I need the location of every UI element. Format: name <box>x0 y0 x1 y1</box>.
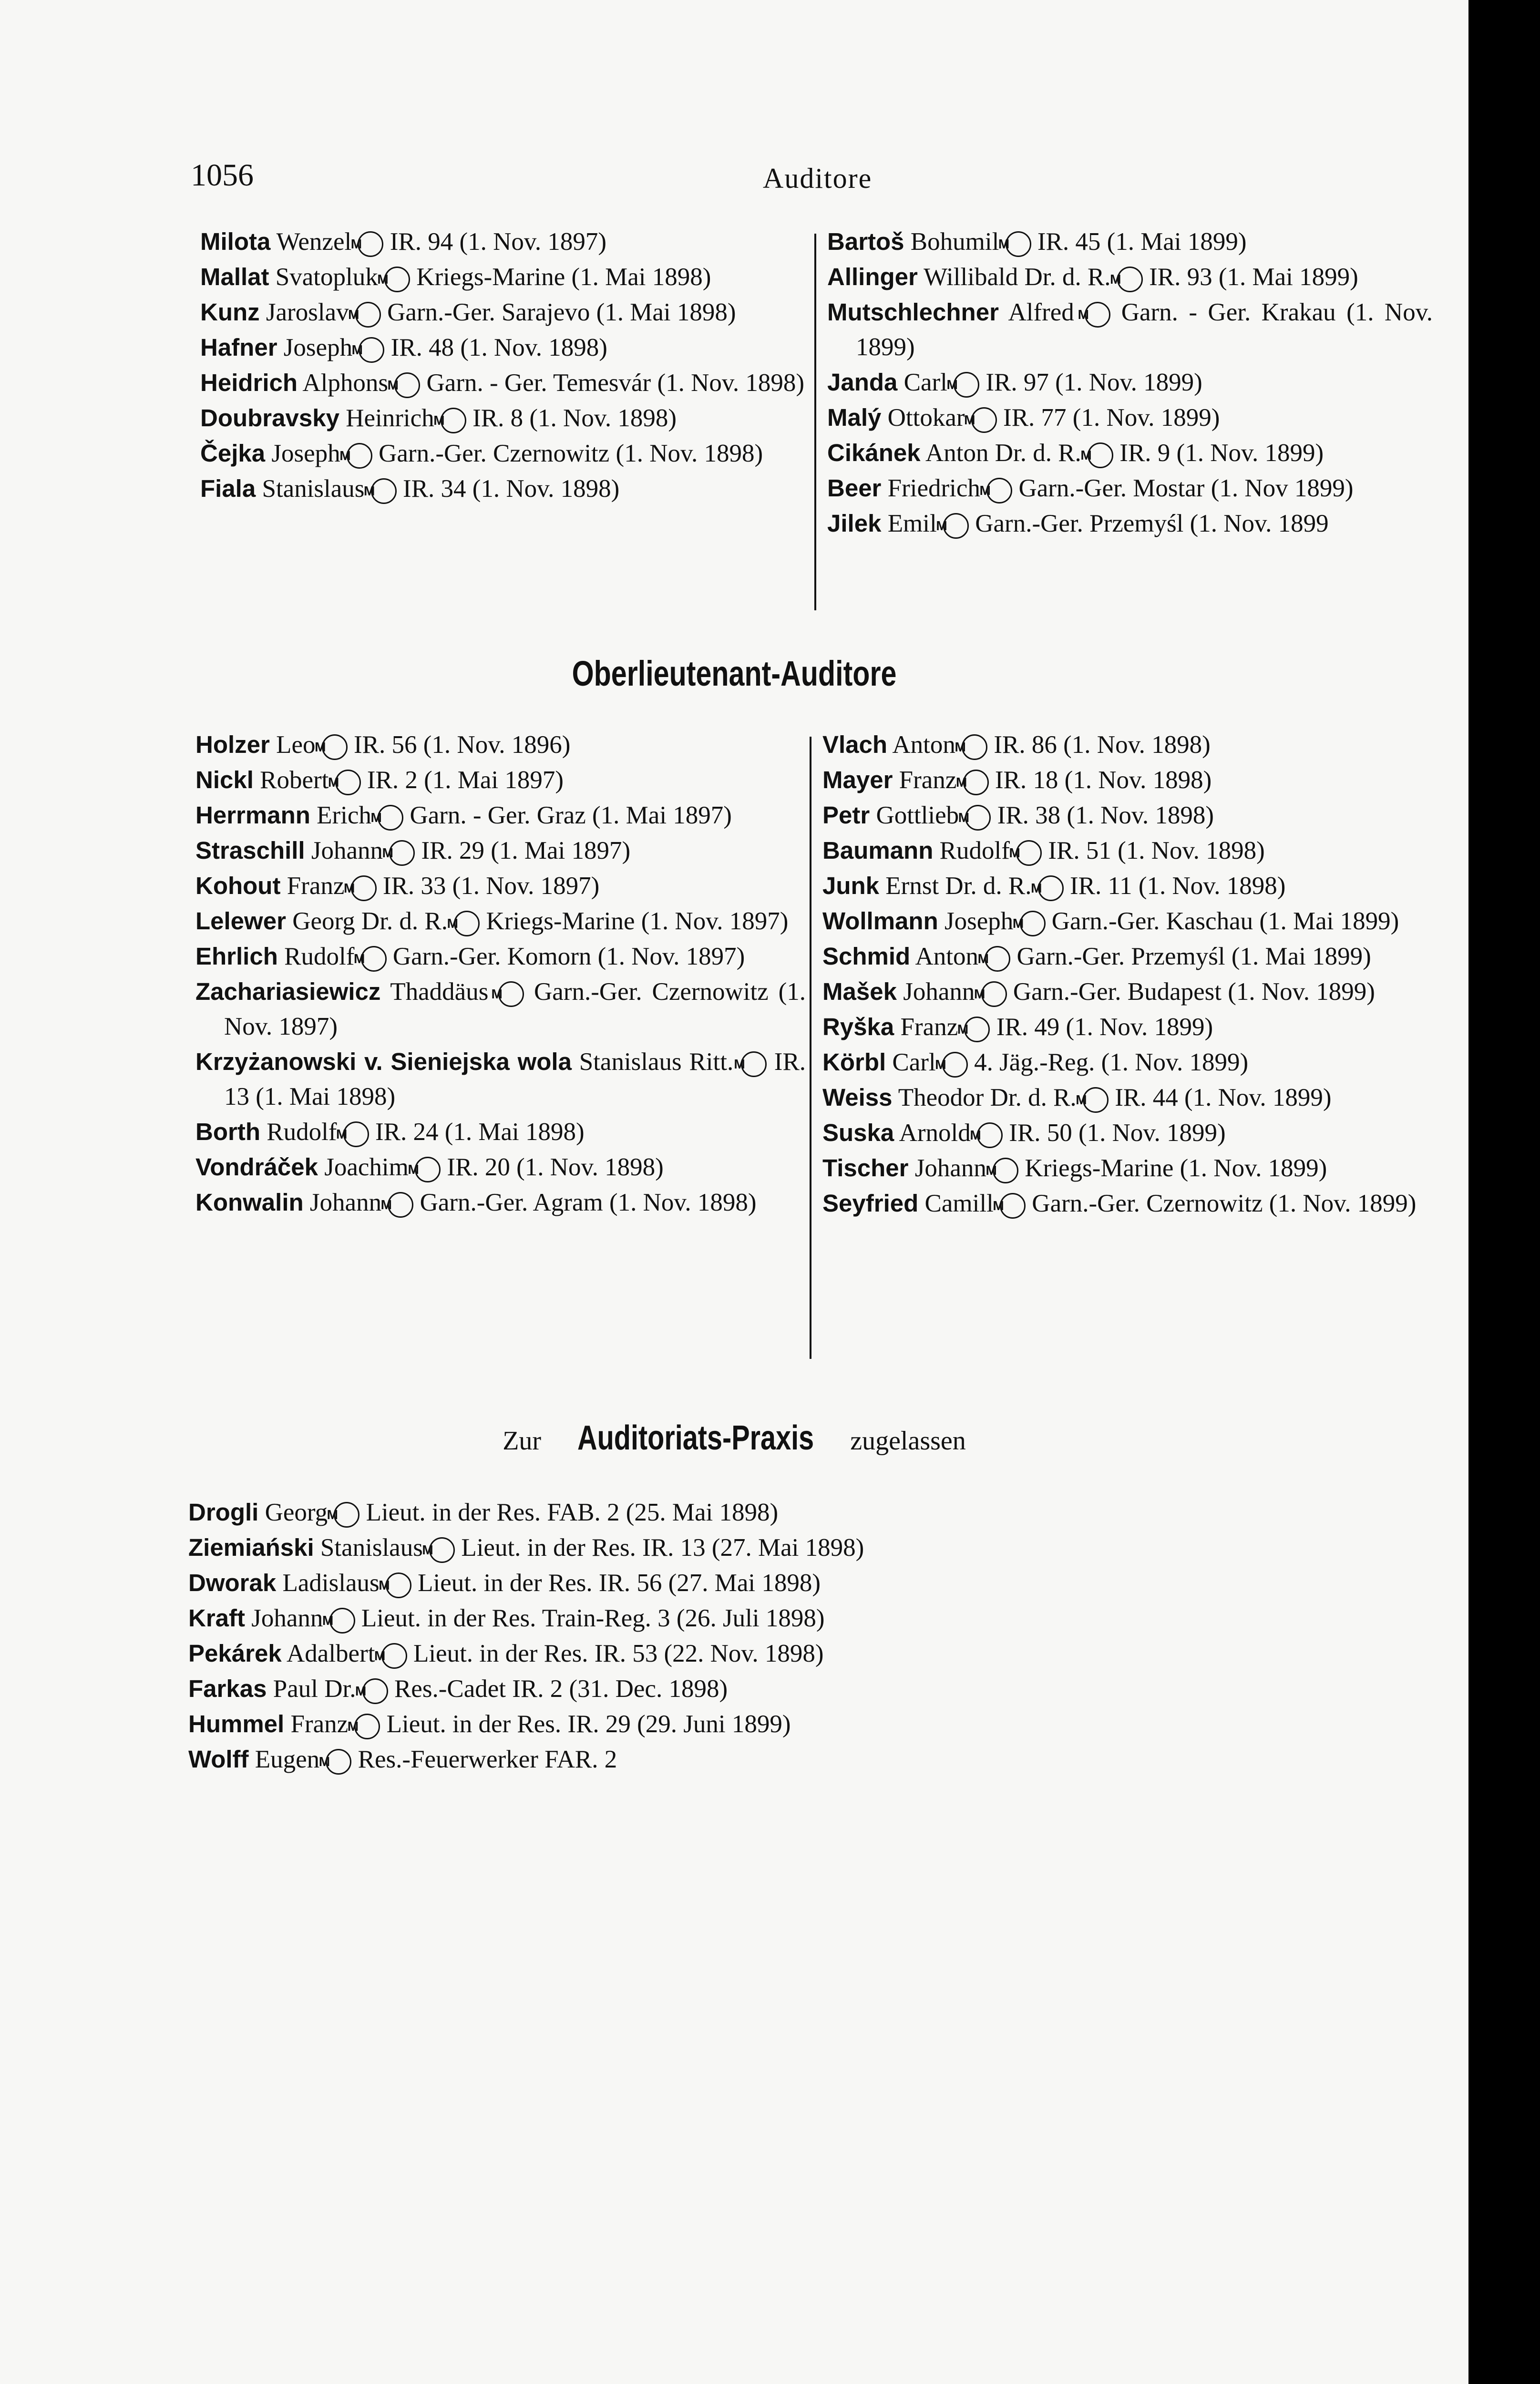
entry-detail: Lieut. in der Res. IR. 53 (22. Nov. 1898) <box>413 1640 824 1667</box>
list-entry <box>822 1115 1437 1151</box>
entry-surname: Straschill <box>195 837 305 864</box>
circled-m-icon: M <box>362 1678 388 1704</box>
entry-given-name: Robert <box>260 766 329 794</box>
circled-m-icon: M <box>371 478 397 504</box>
list-entry <box>822 1045 1437 1080</box>
entry-detail: Res.-Feuerwerker FAR. 2 <box>358 1746 617 1773</box>
entry-given-name: Georg Dr. d. R. <box>292 907 448 935</box>
entry-given-name: Franz <box>287 872 345 900</box>
entry-given-name: Johann <box>914 1154 986 1182</box>
circled-m-icon: M <box>381 1643 407 1669</box>
entry-given-name: Anton <box>892 731 955 759</box>
page-header <box>0 157 1468 200</box>
circled-m-icon: M <box>986 478 1012 504</box>
entry-surname: Čejka <box>200 440 266 467</box>
praxis-heading-post: zugelassen <box>850 1426 966 1456</box>
entry-given-name: Franz <box>899 766 957 794</box>
entry-detail: Lieut. in der Res. IR. 56 (27. Mai 1898) <box>418 1569 821 1597</box>
entry-given-name: Jaroslav <box>266 298 349 326</box>
circled-m-icon: M <box>358 231 383 257</box>
entry-detail: Lieut. in der Res. IR. 13 (27. Mai 1898) <box>461 1534 864 1562</box>
entry-detail: Lieut. in der Res. IR. 29 (29. Juni 1899) <box>386 1710 791 1738</box>
entry-given-name: Rudolf <box>284 943 355 970</box>
entry-detail: Kriegs-Marine (1. Nov. 1899) <box>1025 1154 1327 1182</box>
list-entry <box>200 330 806 365</box>
circled-m-icon: M <box>965 805 991 831</box>
entry-detail: IR. 29 (1. Mai 1897) <box>421 837 631 864</box>
entry-surname: Drogli <box>188 1499 259 1526</box>
circled-m-icon: M <box>985 946 1010 972</box>
entry-given-name: Paul Dr. <box>273 1675 356 1703</box>
list-entry <box>822 1151 1437 1186</box>
entry-detail: IR. 49 (1. Nov. 1899) <box>996 1013 1213 1041</box>
entry-given-name: Erich <box>317 802 371 829</box>
circled-m-icon: M <box>326 1749 351 1775</box>
entry-given-name: Eugen <box>255 1746 320 1773</box>
entry-detail: IR. 51 (1. Nov. 1898) <box>1048 837 1265 864</box>
entry-given-name: Joachim <box>324 1153 409 1181</box>
entry-detail: Garn.-Ger. Czernowitz (1. Nov. 1897) <box>224 978 806 1040</box>
circled-m-icon: M <box>394 372 420 398</box>
list-entry <box>827 506 1433 541</box>
circled-m-icon: M <box>322 734 348 760</box>
entry-detail: Garn.-Ger. Budapest (1. Nov. 1899) <box>1013 978 1375 1006</box>
entry-surname: Petr <box>822 802 870 829</box>
entry-surname: Baumann <box>822 837 934 864</box>
entry-given-name: Wenzel <box>276 228 352 256</box>
entry-surname: Cikánek <box>827 439 921 466</box>
list-entry <box>822 727 1437 762</box>
entry-surname: Mayer <box>822 766 893 793</box>
entry-surname: Holzer <box>195 731 270 758</box>
running-title: Auditore <box>763 163 873 194</box>
entry-detail: IR. 2 (1. Mai 1897) <box>367 766 564 794</box>
entry-surname: Allinger <box>827 263 918 290</box>
circled-m-icon: M <box>1038 875 1064 901</box>
entry-detail: Garn.-Ger. Komorn (1. Nov. 1897) <box>392 943 745 970</box>
entry-detail: IR. 56 (1. Nov. 1896) <box>354 731 571 759</box>
entry-surname: Mallat <box>200 263 269 290</box>
entry-surname: Lelewer <box>195 907 286 935</box>
entry-surname: Milota <box>200 228 271 255</box>
entry-given-name: Ottokar <box>887 404 965 432</box>
entry-surname: Weiss <box>822 1084 893 1111</box>
entry-detail: Garn.-Ger. Agram (1. Nov. 1898) <box>420 1189 757 1216</box>
entry-surname: Heidrich <box>200 369 298 396</box>
page-number: 1056 <box>191 158 254 193</box>
list-entry <box>200 401 806 436</box>
entry-given-name: Georg <box>265 1499 328 1526</box>
list-entry <box>188 1671 1142 1706</box>
entry-detail: Garn.-Ger. Kaschau (1. Mai 1899) <box>1051 907 1399 935</box>
circled-m-icon: M <box>355 302 381 328</box>
list-entry <box>188 1530 1142 1565</box>
entry-surname: Bartoš <box>827 228 904 255</box>
entry-given-name: Alphons <box>302 369 389 397</box>
entry-detail: IR. 44 (1. Nov. 1899) <box>1115 1084 1332 1111</box>
list-entry <box>200 295 806 330</box>
entry-given-name: Ladislaus <box>282 1569 380 1597</box>
praxis-heading-main: Auditoriats-Praxis <box>577 1419 814 1457</box>
entry-detail: IR. 50 (1. Nov. 1899) <box>1009 1119 1226 1147</box>
list-entry <box>188 1565 1142 1601</box>
circled-m-icon: M <box>954 372 979 398</box>
entry-detail: Garn.-Ger. Przemyśl (1. Nov. 1899 <box>975 510 1329 537</box>
entry-surname: Wollmann <box>822 907 938 935</box>
entry-given-name: Emil <box>887 510 937 537</box>
entry-surname: Junk <box>822 872 880 899</box>
entry-given-name: Johann <box>311 837 383 864</box>
entry-surname: Ryška <box>822 1013 894 1040</box>
circled-m-icon: M <box>943 513 969 539</box>
entry-detail: IR. 33 (1. Nov. 1897) <box>382 872 600 900</box>
entry-detail: 4. Jäg.-Reg. (1. Nov. 1899) <box>974 1048 1249 1076</box>
entry-detail: IR. 13 (1. Mai 1898) <box>224 1048 806 1110</box>
entry-surname: Konwalin <box>195 1189 304 1216</box>
entry-detail: Garn.-Ger. Czernowitz (1. Nov. 1899) <box>1032 1190 1417 1217</box>
entry-surname: Kohout <box>195 872 281 899</box>
circled-m-icon: M <box>334 1502 359 1528</box>
entry-given-name: Adalbert <box>287 1640 375 1667</box>
entry-detail: IR. 18 (1. Nov. 1898) <box>995 766 1212 794</box>
entry-surname: Fiala <box>200 475 256 502</box>
entry-surname: Dworak <box>188 1569 277 1596</box>
circled-m-icon: M <box>384 267 410 292</box>
oberlieutenant-right-column <box>822 727 1437 1221</box>
entry-surname: Beer <box>827 474 882 502</box>
entry-detail: Garn.-Ger. Mostar (1. Nov 1899) <box>1018 474 1354 502</box>
circled-m-icon: M <box>388 1192 413 1218</box>
circled-m-icon: M <box>429 1537 455 1563</box>
entry-detail: Garn. - Ger. Krakau (1. Nov. 1899) <box>856 298 1433 361</box>
entry-given-name: Franz <box>290 1710 349 1738</box>
entry-surname: Pekárek <box>188 1640 282 1667</box>
circled-m-icon: M <box>389 840 415 866</box>
entry-detail: Garn.-Ger. Czernowitz (1. Nov. 1898) <box>379 440 763 467</box>
list-entry <box>822 1186 1437 1221</box>
entry-given-name: Joseph <box>283 334 353 361</box>
entry-detail: IR. 93 (1. Mai 1899) <box>1149 263 1358 291</box>
circled-m-icon: M <box>1117 267 1143 292</box>
list-entry <box>822 798 1437 833</box>
oberlieutenant-left-column <box>195 727 806 1220</box>
entry-given-name: Johann <box>309 1189 382 1216</box>
column-divider <box>810 737 811 1359</box>
list-entry <box>827 295 1433 365</box>
entry-given-name: Arnold <box>899 1119 971 1147</box>
circled-m-icon: M <box>964 1017 990 1042</box>
circled-m-icon: M <box>343 1121 369 1147</box>
entry-detail: IR. 9 (1. Nov. 1899) <box>1119 439 1324 467</box>
entry-detail: Garn.-Ger. Sarajevo (1. Mai 1898) <box>387 298 736 326</box>
entry-given-name: Joseph <box>271 440 340 467</box>
list-entry <box>822 1009 1437 1045</box>
column-divider <box>814 234 816 610</box>
circled-m-icon: M <box>441 408 466 433</box>
entry-given-name: Carl <box>892 1048 936 1076</box>
list-entry <box>827 400 1433 435</box>
entry-given-name: Thaddäus <box>390 978 489 1006</box>
circled-m-icon: M <box>347 443 372 469</box>
entry-surname: Farkas <box>188 1675 267 1702</box>
entry-given-name: Friedrich <box>887 474 980 502</box>
entry-given-name: Theodor Dr. d. R. <box>898 1084 1077 1111</box>
entry-given-name: Stanislaus Ritt. <box>579 1048 734 1076</box>
entry-surname: Hummel <box>188 1710 285 1737</box>
entry-surname: Kraft <box>188 1604 246 1632</box>
circled-m-icon: M <box>1016 840 1042 866</box>
list-entry <box>822 939 1437 974</box>
section-heading-praxis <box>0 1418 1468 1458</box>
scan-border <box>1468 0 1540 2384</box>
entry-given-name: Willibald Dr. d. R. <box>924 263 1111 291</box>
entry-detail: IR. 20 (1. Nov. 1898) <box>447 1153 664 1181</box>
list-entry <box>195 1114 806 1150</box>
entry-surname: Vlach <box>822 731 888 758</box>
entry-surname: Seyfried <box>822 1190 919 1217</box>
list-entry <box>195 868 806 904</box>
entry-given-name: Camill <box>924 1190 994 1217</box>
entry-given-name: Rudolf <box>939 837 1010 864</box>
list-entry <box>195 974 806 1044</box>
circled-m-icon: M <box>415 1157 441 1182</box>
list-entry <box>195 727 806 762</box>
entry-surname: Mutschlechner <box>827 298 999 326</box>
list-entry <box>195 939 806 974</box>
entry-surname: Herrmann <box>195 802 310 829</box>
entry-detail: IR. 34 (1. Nov. 1898) <box>402 475 620 503</box>
entry-detail: IR. 48 (1. Nov. 1898) <box>390 334 607 361</box>
entry-detail: IR. 11 (1. Nov. 1898) <box>1070 872 1286 900</box>
circled-m-icon: M <box>741 1051 767 1077</box>
entry-surname: Suska <box>822 1119 894 1146</box>
entry-surname: Wolff <box>188 1746 249 1773</box>
entry-surname: Schmid <box>822 943 911 970</box>
entry-given-name: Svatopluk <box>275 263 378 291</box>
entry-detail: IR. 97 (1. Nov. 1899) <box>986 369 1202 396</box>
circled-m-icon: M <box>335 770 361 795</box>
list-entry <box>188 1706 1142 1742</box>
circled-m-icon: M <box>993 1158 1018 1183</box>
circled-m-icon: M <box>378 805 403 831</box>
entry-given-name: Anton Dr. d. R. <box>925 439 1081 467</box>
circled-m-icon: M <box>386 1572 411 1598</box>
entry-detail: Kriegs-Marine (1. Nov. 1897) <box>486 907 789 935</box>
entry-detail: Garn. - Ger. Temesvár (1. Nov. 1898) <box>426 369 805 397</box>
entry-detail: IR. 94 (1. Nov. 1897) <box>390 228 607 256</box>
circled-m-icon: M <box>1006 231 1031 257</box>
entry-surname: Jilek <box>827 510 882 537</box>
entry-detail: IR. 77 (1. Nov. 1899) <box>1003 404 1220 432</box>
list-entry <box>827 471 1433 506</box>
list-entry <box>188 1601 1142 1636</box>
circled-m-icon: M <box>454 911 480 936</box>
entry-detail: Garn. - Ger. Graz (1. Mai 1897) <box>410 802 732 829</box>
entry-surname: Vondráček <box>195 1153 318 1181</box>
entry-given-name: Rudolf <box>267 1118 337 1146</box>
list-entry <box>195 904 806 939</box>
circled-m-icon: M <box>942 1052 968 1078</box>
entry-surname: Malý <box>827 404 882 431</box>
list-entry <box>200 224 806 259</box>
entry-surname: Doubravsky <box>200 404 339 432</box>
entry-given-name: Stanislaus <box>262 475 365 503</box>
entry-given-name: Gottlieb <box>876 802 959 829</box>
entry-surname: Janda <box>827 369 898 396</box>
entry-given-name: Johann <box>903 978 975 1006</box>
entry-given-name: Heinrich <box>346 404 434 432</box>
entry-detail: Garn.-Ger. Przemyśl (1. Mai 1899) <box>1016 943 1371 970</box>
circled-m-icon: M <box>351 875 377 901</box>
entry-given-name: Alfred <box>1008 298 1074 326</box>
entry-given-name: Carl <box>903 369 947 396</box>
circled-m-icon: M <box>329 1608 355 1634</box>
list-entry <box>822 762 1437 798</box>
praxis-heading-pre: Zur <box>503 1426 542 1456</box>
list-entry <box>188 1636 1142 1671</box>
list-entry <box>200 259 806 295</box>
entry-surname: Ziemiański <box>188 1534 314 1561</box>
entry-given-name: Franz <box>900 1013 958 1041</box>
list-entry <box>188 1742 1142 1777</box>
circled-m-icon: M <box>963 770 989 795</box>
list-entry <box>827 259 1433 295</box>
entry-surname: Ehrlich <box>195 943 278 970</box>
entry-surname: Krzyżanowski v. Sieniejska wola <box>195 1048 572 1075</box>
entry-detail: Kriegs-Marine (1. Mai 1898) <box>416 263 711 291</box>
entry-detail: IR. 45 (1. Mai 1899) <box>1037 228 1247 256</box>
circled-m-icon: M <box>981 981 1007 1007</box>
list-entry <box>195 1150 806 1185</box>
entry-given-name: Leo <box>276 731 316 759</box>
circled-m-icon: M <box>1085 302 1110 328</box>
circled-m-icon: M <box>971 407 997 433</box>
entry-detail: Lieut. in der Res. Train-Reg. 3 (26. Juli 1898) <box>361 1604 825 1632</box>
list-entry <box>200 471 806 506</box>
circled-m-icon: M <box>359 337 384 363</box>
entry-given-name: Bohumil <box>910 228 999 256</box>
circled-m-icon: M <box>1088 442 1113 468</box>
list-entry <box>200 436 806 471</box>
circled-m-icon: M <box>498 981 524 1007</box>
list-entry <box>822 974 1437 1009</box>
list-entry <box>822 1080 1437 1115</box>
list-entry <box>822 868 1437 904</box>
list-entry <box>827 365 1433 400</box>
section-heading-oberlieutenant: Oberlieutenant-Auditore <box>572 654 897 693</box>
entry-given-name: Ernst Dr. d. R. <box>885 872 1032 900</box>
circled-m-icon: M <box>354 1714 380 1739</box>
entry-surname: Körbl <box>822 1048 886 1076</box>
circled-m-icon: M <box>1083 1087 1109 1113</box>
entry-given-name: Stanislaus <box>320 1534 423 1562</box>
praxis-list <box>188 1495 1142 1777</box>
list-entry <box>195 1044 806 1114</box>
circled-m-icon: M <box>1000 1193 1026 1219</box>
entry-detail: IR. 86 (1. Nov. 1898) <box>994 731 1211 759</box>
list-entry <box>822 833 1437 868</box>
circled-m-icon: M <box>361 946 387 972</box>
entry-surname: Borth <box>195 1118 260 1145</box>
list-entry <box>188 1495 1142 1530</box>
entry-given-name: Johann <box>251 1604 323 1632</box>
list-entry <box>200 365 806 401</box>
entry-given-name: Joseph <box>944 907 1014 935</box>
circled-m-icon: M <box>962 734 987 760</box>
list-entry <box>827 224 1433 259</box>
auditore-right-column <box>827 224 1433 541</box>
entry-detail: IR. 24 (1. Mai 1898) <box>375 1118 585 1146</box>
entry-given-name: Anton <box>915 943 979 970</box>
entry-surname: Kunz <box>200 298 260 326</box>
list-entry <box>195 1185 806 1220</box>
entry-surname: Hafner <box>200 334 277 361</box>
entry-surname: Zachariasiewicz <box>195 978 381 1005</box>
list-entry <box>195 798 806 833</box>
circled-m-icon: M <box>977 1122 1003 1148</box>
entry-detail: IR. 38 (1. Nov. 1898) <box>997 802 1214 829</box>
entry-surname: Tischer <box>822 1154 909 1182</box>
list-entry <box>195 833 806 868</box>
list-entry <box>827 435 1433 471</box>
list-entry <box>195 762 806 798</box>
auditore-left-column <box>200 224 806 506</box>
entry-detail: Res.-Cadet IR. 2 (31. Dec. 1898) <box>394 1675 728 1703</box>
entry-surname: Mašek <box>822 978 897 1005</box>
list-entry <box>822 904 1437 939</box>
circled-m-icon: M <box>1020 911 1046 936</box>
entry-detail: Lieut. in der Res. FAB. 2 (25. Mai 1898) <box>366 1499 779 1526</box>
entry-detail: IR. 8 (1. Nov. 1898) <box>472 404 677 432</box>
entry-surname: Nickl <box>195 766 254 793</box>
